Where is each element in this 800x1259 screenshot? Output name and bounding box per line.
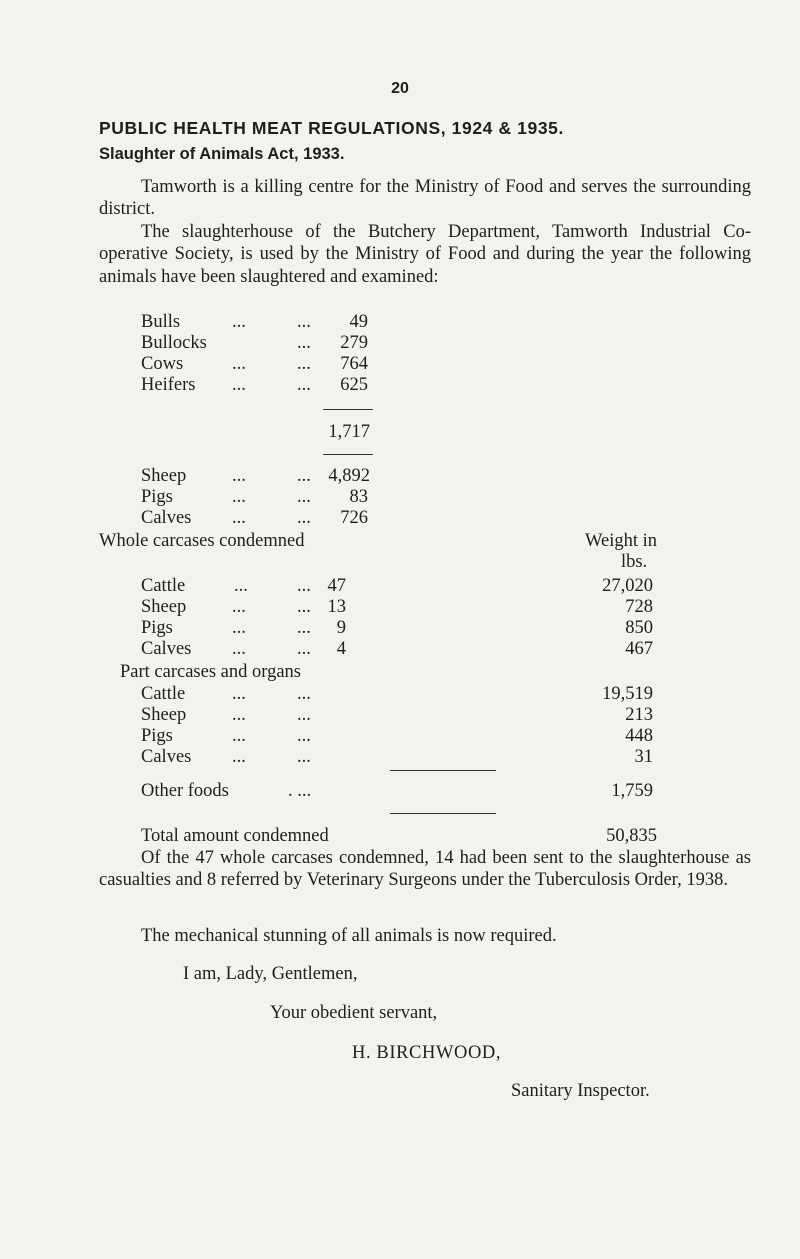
row-dots: ...	[232, 597, 246, 617]
stunning-paragraph: The mechanical stunning of all animals is now required.	[141, 926, 557, 946]
row-label: Sheep	[141, 597, 187, 617]
row-weight: 27,020	[602, 576, 653, 596]
row-label: Cattle	[141, 576, 186, 596]
cattle-total: 1,717	[328, 422, 370, 442]
row-label: Heifers	[141, 375, 196, 395]
row-count: 47	[327, 576, 346, 596]
row-dots: ...	[232, 618, 246, 638]
row-label: Sheep	[141, 466, 187, 486]
row-leader: ...	[297, 705, 311, 725]
row-leader: ...	[297, 333, 311, 353]
row-count: 4	[336, 639, 346, 659]
row-label: Calves	[141, 747, 192, 767]
row-weight: 1,759	[611, 781, 653, 801]
row-value: 83	[349, 487, 368, 507]
row-leader: ...	[297, 576, 311, 596]
row-weight: 448	[625, 726, 653, 746]
row-leader: ...	[297, 466, 311, 486]
row-value: 279	[340, 333, 368, 353]
row-label: Bullocks	[141, 333, 207, 353]
row-dots: ...	[234, 576, 248, 596]
row-weight: 31	[634, 747, 653, 767]
divider	[390, 813, 496, 814]
divider	[323, 454, 373, 455]
row-dots: ...	[232, 487, 246, 507]
row-weight: 850	[625, 618, 653, 638]
page-subtitle: Slaughter of Animals Act, 1933.	[99, 145, 345, 163]
row-value: 726	[340, 508, 368, 528]
row-label: Bulls	[141, 312, 181, 332]
row-label: Calves	[141, 639, 192, 659]
row-label: Sheep	[141, 705, 187, 725]
signature-name: H. BIRCHWOOD,	[352, 1043, 502, 1063]
row-leader: ...	[297, 312, 311, 332]
row-leader: ...	[297, 726, 311, 746]
row-dots: ...	[232, 466, 246, 486]
row-leader: ...	[297, 597, 311, 617]
row-leader: ...	[297, 354, 311, 374]
row-dots: ...	[232, 684, 246, 704]
row-count: 13	[327, 597, 346, 617]
page-title: PUBLIC HEALTH MEAT REGULATIONS, 1924 & 1935.	[99, 118, 564, 138]
row-weight: 213	[625, 705, 653, 725]
row-leader: . ...	[288, 781, 312, 801]
row-label: Cows	[141, 354, 184, 374]
row-leader: ...	[297, 508, 311, 528]
divider	[390, 770, 496, 771]
row-weight: 19,519	[602, 684, 653, 704]
total-label: Total amount condemned	[141, 826, 329, 846]
row-label: Other foods	[141, 781, 229, 801]
row-dots: ...	[232, 705, 246, 725]
row-dots: ...	[232, 639, 246, 659]
row-weight: 467	[625, 639, 653, 659]
section-heading: Whole carcases condemned	[99, 531, 305, 551]
row-leader: ...	[297, 747, 311, 767]
signature-valediction: Your obedient servant,	[270, 1003, 438, 1023]
row-count: 9	[336, 618, 346, 638]
section-heading: Part carcases and organs	[120, 662, 301, 682]
row-dots: ...	[232, 312, 246, 332]
row-dots: ...	[232, 726, 246, 746]
slaughterhouse-paragraph: The slaughterhouse of the Butchery Department, Tamworth Industrial Co-operative Society, is used by the Ministry of Food and during the year the following animals have been slaughtered and examined:	[99, 222, 751, 287]
signature-greeting: I am, Lady, Gentlemen,	[183, 964, 358, 984]
row-leader: ...	[297, 639, 311, 659]
row-leader: ...	[297, 487, 311, 507]
row-leader: ...	[297, 618, 311, 638]
row-label: Calves	[141, 508, 192, 528]
row-weight: 728	[625, 597, 653, 617]
row-value: 764	[340, 354, 368, 374]
row-label: Cattle	[141, 684, 186, 704]
row-label: Pigs	[141, 726, 173, 746]
total-weight: 50,835	[606, 826, 657, 846]
weight-column-heading: Weight in	[585, 531, 657, 551]
row-value: 4,892	[328, 466, 370, 486]
weight-unit-heading: lbs.	[621, 552, 648, 572]
row-value: 625	[340, 375, 368, 395]
divider	[323, 409, 373, 410]
row-dots: ...	[232, 354, 246, 374]
row-leader: ...	[297, 375, 311, 395]
row-dots: ...	[232, 375, 246, 395]
intro-paragraph: Tamworth is a killing centre for the Ministry of Food and serves the surrounding district.	[99, 177, 751, 220]
row-leader: ...	[297, 684, 311, 704]
row-value: 49	[349, 312, 368, 332]
row-label: Pigs	[141, 618, 173, 638]
casualties-paragraph: Of the 47 whole carcases condemned, 14 had been sent to the slaughterhouse as casualties and 8 referred by Veterinary Surgeons under the Tuberculosis Order, 1938.	[99, 848, 751, 891]
row-dots: ...	[232, 508, 246, 528]
page-number: 20	[391, 80, 409, 97]
row-label: Pigs	[141, 487, 173, 507]
signature-position: Sanitary Inspector.	[511, 1081, 650, 1101]
row-dots: ...	[232, 747, 246, 767]
